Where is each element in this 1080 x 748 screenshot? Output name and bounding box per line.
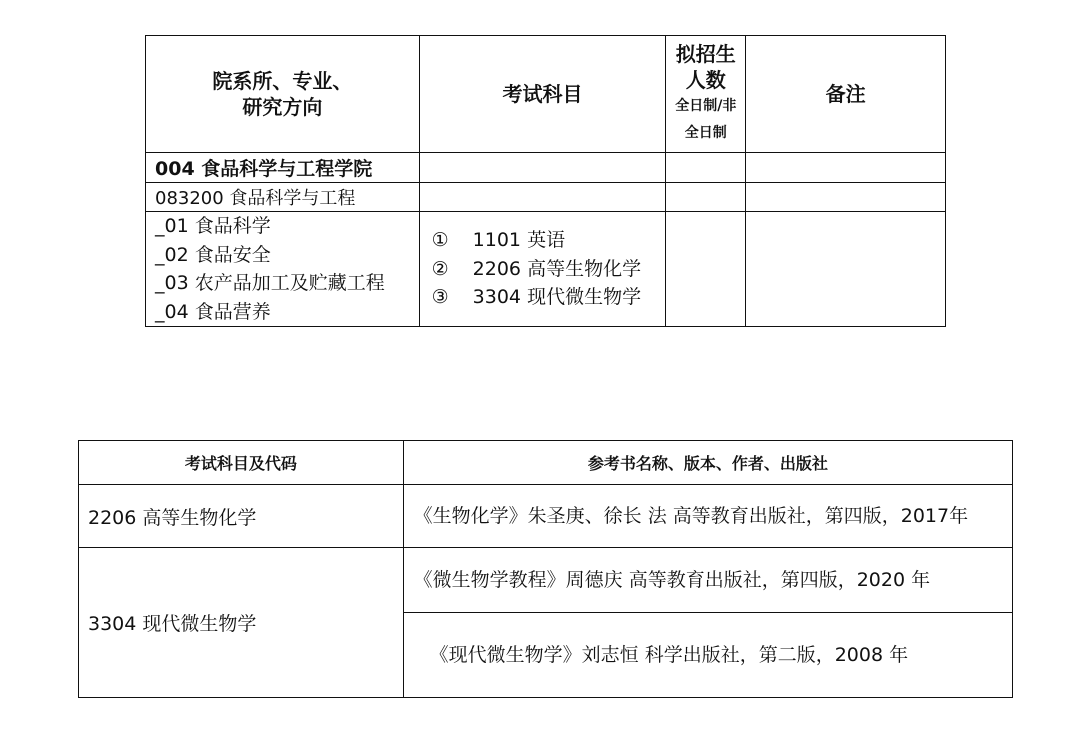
empty-cell	[746, 153, 946, 183]
empty-cell	[666, 212, 746, 327]
reference-books-table	[78, 440, 1013, 698]
header-enrollment-line3: 全日制/非	[675, 98, 737, 114]
enrollment-table	[145, 35, 946, 327]
reference-book-cell: 《生物化学》朱圣庚、徐长 法 高等教育出版社，第四版，2017年	[403, 485, 1012, 548]
subject-number: ③	[431, 286, 449, 309]
school-name: 004 食品科学与工程学院	[146, 153, 420, 183]
header-enrollment-line2: 人数	[685, 68, 726, 92]
exam-subjects	[419, 212, 666, 327]
major-name: 083200 食品科学与工程	[146, 183, 420, 212]
empty-cell	[746, 183, 946, 212]
header-enrollment-line1: 拟招生	[675, 42, 736, 66]
header-reference-books: 参考书名称、版本、作者、出版社	[403, 441, 1012, 485]
subject-item	[432, 226, 666, 255]
header-subject-code: 考试科目及代码	[79, 441, 404, 485]
header-enrollment	[666, 36, 746, 153]
subject-item	[432, 255, 666, 284]
subject-number: ①	[431, 229, 449, 252]
direction-item: _01 食品科学	[155, 215, 271, 237]
direction-item: _03 农产品加工及贮藏工程	[155, 272, 385, 294]
subject-text: 3304 现代微生物学	[472, 286, 642, 309]
subject-text: 2206 高等生物化学	[472, 257, 642, 280]
subject-code-cell: 2206 高等生物化学	[79, 485, 404, 548]
subject-code-cell: 3304 现代微生物学	[79, 548, 404, 698]
empty-cell	[746, 212, 946, 327]
header-remarks: 备注	[746, 36, 946, 153]
header-department	[146, 36, 420, 153]
direction-item: _04 食品营养	[155, 300, 271, 323]
empty-cell	[666, 153, 746, 183]
header-department-line1: 院系所、专业、	[212, 69, 353, 93]
reference-book-cell: 《现代微生物学》刘志恒 科学出版社，第二版，2008 年	[403, 613, 1012, 698]
subject-item	[432, 283, 666, 312]
header-department-line2: 研究方向	[242, 95, 323, 119]
subject-text: 1101 英语	[472, 229, 566, 252]
empty-cell	[419, 153, 666, 183]
empty-cell	[419, 183, 666, 212]
direction-item: _02 食品安全	[155, 243, 271, 266]
reference-book-cell: 《微生物学教程》周德庆 高等教育出版社，第四版，2020 年	[403, 548, 1012, 613]
header-enrollment-line4: 全日制	[684, 125, 727, 141]
header-exam-subjects: 考试科目	[419, 36, 666, 153]
research-directions	[146, 212, 420, 327]
empty-cell	[666, 183, 746, 212]
subject-number: ②	[431, 257, 449, 280]
